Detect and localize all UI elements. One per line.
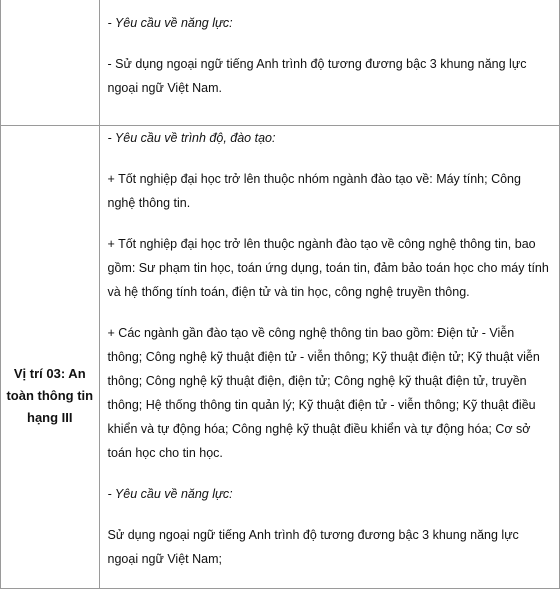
training-requirement-group-3: + Các ngành gần đào tạo về công nghệ thông tin bao gồm: Điện tử - Viễn thông; Công nghệ kỹ thuật điện tử - viễn thông; Kỹ thuật điện tử; Kỹ thuật viễn thông; Công nghệ kỹ thuật điện, điện tử; Công nghệ kỹ thuật điện tử, truyền thông; Hệ thống thông tin quản lý; Kỹ thuật điện tử - viễn thông; Kỹ thuật điều khiển và tự động hóa; Công nghệ kỹ thuật điều khiển và tự động hóa; Cơ sở toán học cho tin học. (107, 326, 540, 460)
capacity-requirements-heading: - Yêu cầu về năng lực: (107, 487, 233, 501)
training-requirement-group-1: + Tốt nghiệp đại học trở lên thuộc nhóm ngành đào tạo về: Máy tính; Công nghệ thông tin. (107, 172, 521, 210)
table-row (1, 126, 560, 589)
table-cell-position (1, 126, 100, 589)
training-requirement-group-2: + Tốt nghiệp đại học trở lên thuộc ngành đào tạo về công nghệ thông tin, bao gồm: Sư phạm tin học, toán ứng dụng, toán tin, đảm bảo toán học cho máy tính và hệ thống tính toán, điện tử và tin học, công nghệ truyền thông. (107, 237, 549, 299)
position-title: Vị trí 03: An toàn thông tin hạng III (6, 366, 94, 425)
capacity-requirements-heading: - Yêu cầu về năng lực: (107, 16, 233, 30)
training-requirements-heading: - Yêu cầu về trình độ, đào tạo: (107, 131, 276, 145)
table-row (1, 0, 560, 126)
table-cell-requirements (99, 126, 559, 589)
language-requirement-text: - Sử dụng ngoại ngữ tiếng Anh trình độ tương đương bậc 3 khung năng lực ngoại ngữ Việt Nam. (107, 57, 527, 95)
table-cell-position-empty (1, 0, 100, 126)
table-cell-requirements (99, 0, 559, 126)
language-requirement-text: Sử dụng ngoại ngữ tiếng Anh trình độ tương đương bậc 3 khung năng lực ngoại ngữ Việt Nam; (107, 528, 519, 566)
